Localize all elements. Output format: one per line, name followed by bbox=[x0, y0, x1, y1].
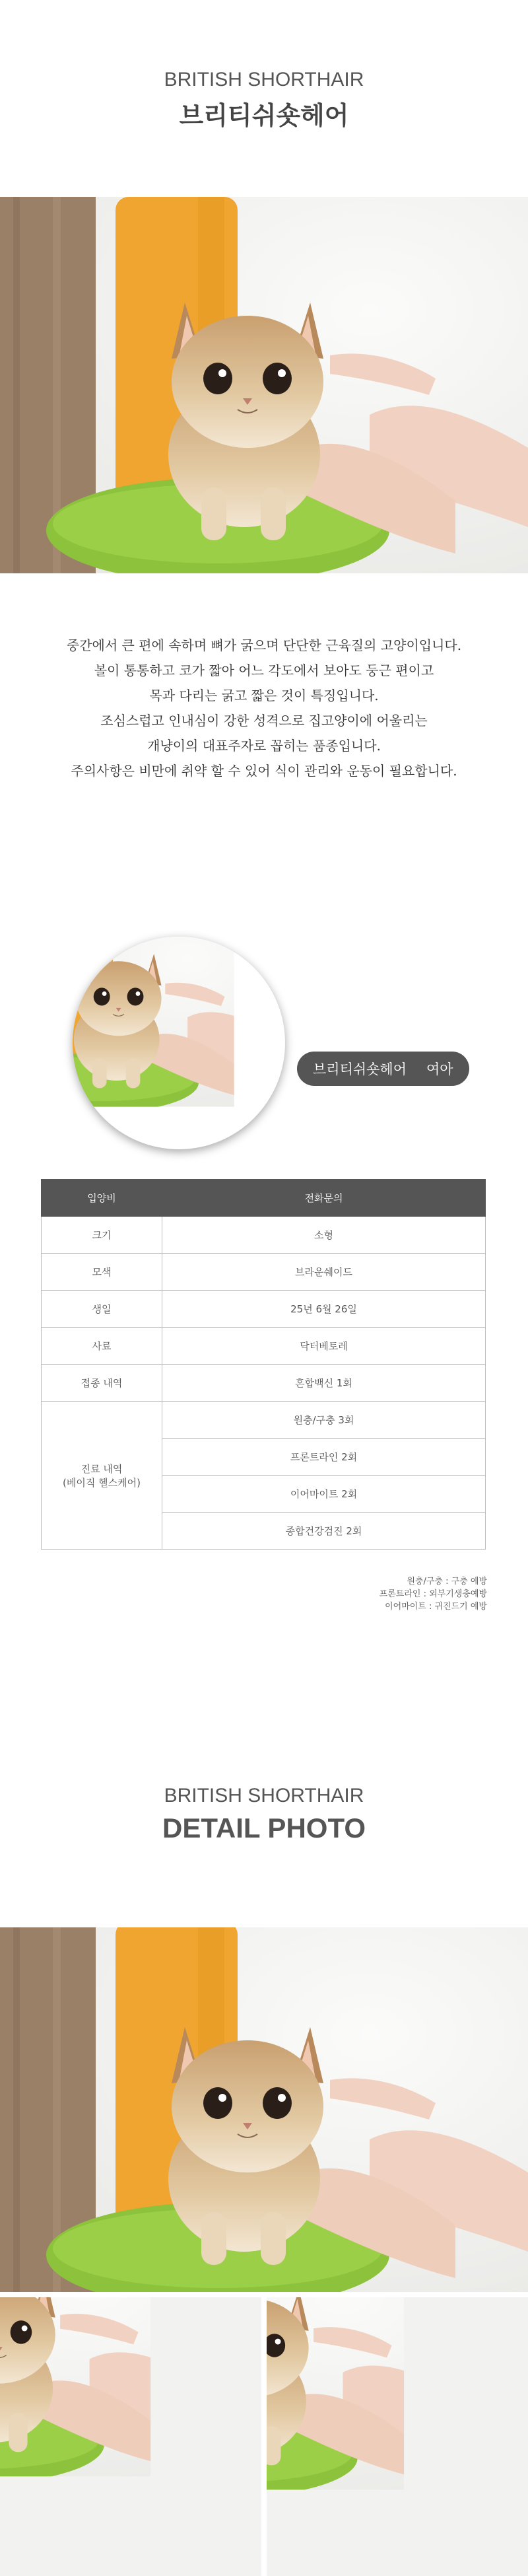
row-value: 혼합백신 1회 bbox=[162, 1365, 486, 1402]
table-row bbox=[42, 1291, 486, 1328]
table-row bbox=[42, 1402, 486, 1439]
breed-eyebrow: BRITISH SHORTHAIR bbox=[164, 69, 364, 90]
row-label: 접종 내역 bbox=[42, 1365, 162, 1402]
note-line: 이어마이트 : 귀진드기 예방 bbox=[385, 1602, 487, 1612]
breed-description bbox=[0, 633, 528, 783]
treatment-item: 원충/구충 3회 bbox=[162, 1402, 486, 1439]
breed-sex-badge bbox=[297, 1052, 469, 1086]
treatment-label bbox=[42, 1402, 162, 1550]
note-line: 원충/구충 : 구충 예방 bbox=[407, 1577, 487, 1587]
top-section-header bbox=[0, 69, 528, 131]
table-row bbox=[42, 1217, 486, 1254]
kitten-photo-main bbox=[0, 197, 528, 573]
table-row bbox=[42, 1365, 486, 1402]
row-value: 브라운쉐이드 bbox=[162, 1254, 486, 1291]
badge-breed: 브리티쉬숏헤어 bbox=[313, 1061, 407, 1077]
description-line: 주의사항은 비만에 취약 할 수 있어 식이 관리와 운동이 필요합니다. bbox=[71, 763, 457, 779]
description-line: 개냥이의 대표주자로 꼽히는 품종입니다. bbox=[147, 738, 381, 754]
treatment-label-line: 진료 내역 bbox=[81, 1462, 123, 1475]
adoption-fee-label: 입양비 bbox=[42, 1180, 162, 1217]
table-row bbox=[42, 1328, 486, 1365]
description-line: 볼이 통통하고 코가 짧아 어느 각도에서 보아도 둥근 편이고 bbox=[94, 662, 434, 678]
description-line: 조심스럽고 인내심이 강한 성격으로 집고양이에 어울리는 bbox=[100, 713, 428, 729]
treatment-notes bbox=[380, 1575, 487, 1613]
row-value: 소형 bbox=[162, 1217, 486, 1254]
row-label: 사료 bbox=[42, 1328, 162, 1365]
note-line: 프론트라인 : 외부기생충예방 bbox=[379, 1589, 487, 1599]
kitten-photo-detail-right bbox=[267, 2297, 528, 2576]
adoption-fee-value: 전화문의 bbox=[162, 1180, 486, 1217]
detail-title: DETAIL PHOTO bbox=[162, 1812, 366, 1843]
breed-title: 브리티쉬숏헤어 bbox=[179, 101, 349, 130]
detail-section-header bbox=[0, 1785, 528, 1844]
kitten-photo-detail-left bbox=[0, 2297, 261, 2576]
kitten-photo-detail-large bbox=[0, 1927, 528, 2292]
description-line: 중간에서 큰 편에 속하며 뼈가 굵으며 단단한 근육질의 고양이입니다. bbox=[66, 637, 462, 653]
treatment-item: 프론트라인 2회 bbox=[162, 1439, 486, 1476]
row-value: 닥터베토레 bbox=[162, 1328, 486, 1365]
kitten-photo-circle bbox=[73, 937, 285, 1149]
row-label: 생일 bbox=[42, 1291, 162, 1328]
badge-sex: 여아 bbox=[426, 1061, 453, 1077]
row-label: 모색 bbox=[42, 1254, 162, 1291]
treatment-label-line: (베이직 헬스케어) bbox=[63, 1476, 141, 1489]
detail-eyebrow: BRITISH SHORTHAIR bbox=[164, 1785, 364, 1807]
table-row bbox=[42, 1254, 486, 1291]
table-row bbox=[42, 1180, 486, 1217]
treatment-item: 이어마이트 2회 bbox=[162, 1476, 486, 1513]
row-label: 크기 bbox=[42, 1217, 162, 1254]
kitten-info-table bbox=[41, 1179, 486, 1550]
row-value: 25년 6월 26일 bbox=[162, 1291, 486, 1328]
description-line: 목과 다리는 굵고 짧은 것이 특징입니다. bbox=[149, 688, 379, 703]
treatment-item: 종합건강검진 2회 bbox=[162, 1513, 486, 1550]
